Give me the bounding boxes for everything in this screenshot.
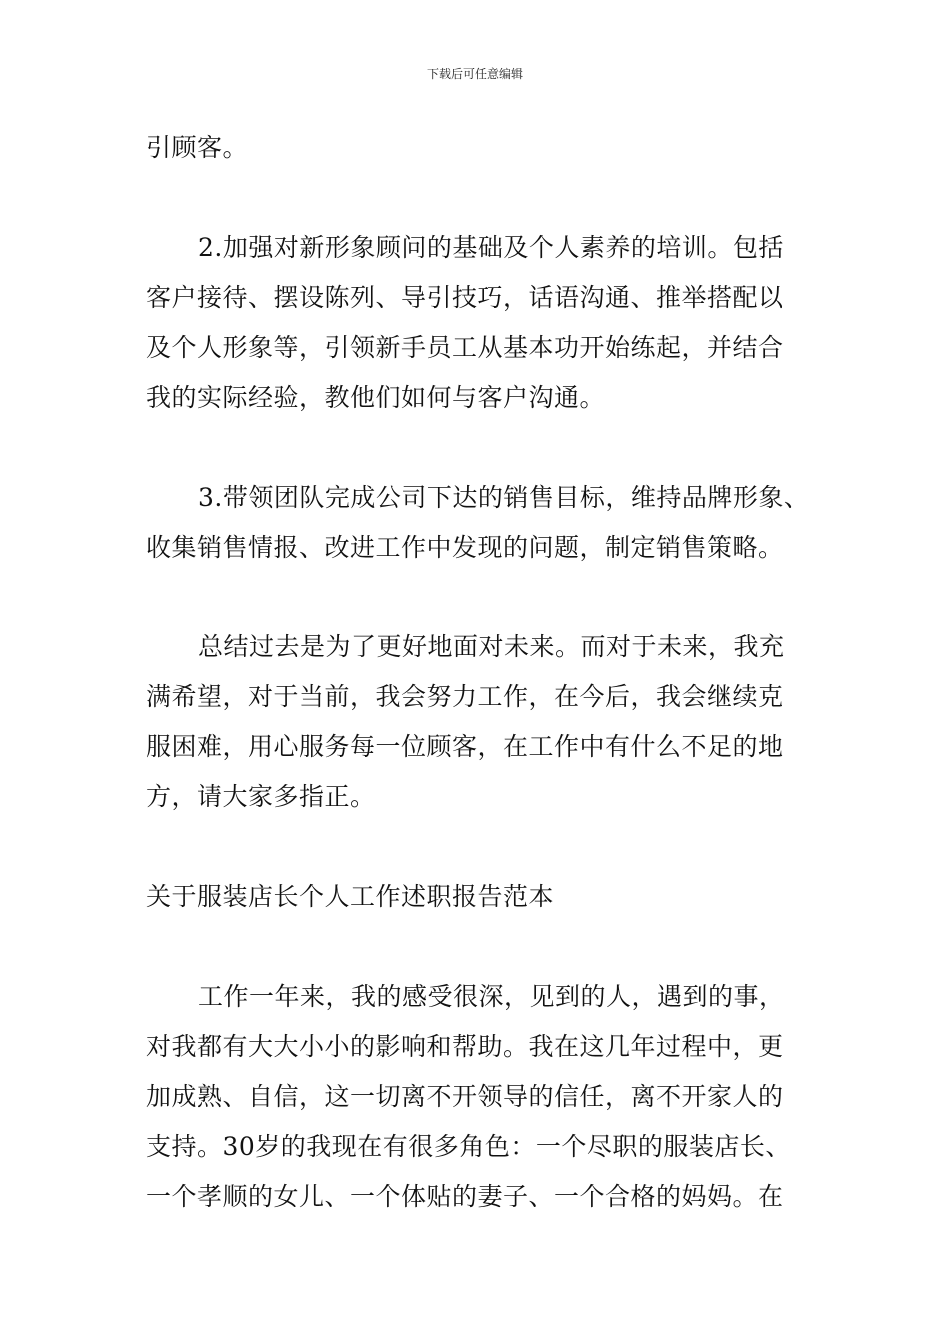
text-line: 2.加强对新形象顾问的基础及个人素养的培训。包括 [198,233,784,262]
text-line: 方，请大家多指正。 [146,782,376,811]
text-line: 收集销售情报、改进工作中发现的问题，制定销售策略。 [146,533,784,562]
text-line: 满希望，对于当前，我会努力工作，在今后，我会继续克 [146,682,784,711]
text-line: 3.带领团队完成公司下达的销售目标，维持品牌形象、 [198,483,810,512]
text-line: 对我都有大大小小的影响和帮助。我在这几年过程中，更 [146,1032,784,1061]
text-line: 引顾客。 [146,133,249,162]
text-line: 服困难，用心服务每一位顾客，在工作中有什么不足的地 [146,732,784,761]
text-line: 总结过去是为了更好地面对未来。而对于未来，我充 [198,632,785,661]
page-header: 下载后可任意编辑 [426,67,523,81]
text-line: 我的实际经验，教他们如何与客户沟通。 [146,383,606,412]
text-line: 加成熟、自信，这一切离不开领导的信任，离不开家人的 [146,1082,784,1111]
text-line: 客户接待、摆设陈列、导引技巧，话语沟通、推举搭配以 [146,283,784,312]
text-line: 及个人形象等，引领新手员工从基本功开始练起，并结合 [146,333,784,362]
section-title: 关于服装店长个人工作述职报告范本 [146,882,555,911]
text-line: 工作一年来，我的感受很深，见到的人，遇到的事， [198,982,785,1011]
text-line: 一个孝顺的女儿、一个体贴的妻子、一个合格的妈妈。在 [146,1182,784,1211]
text-line: 支持。30岁的我现在有很多角色：一个尽职的服装店长、 [146,1132,791,1161]
